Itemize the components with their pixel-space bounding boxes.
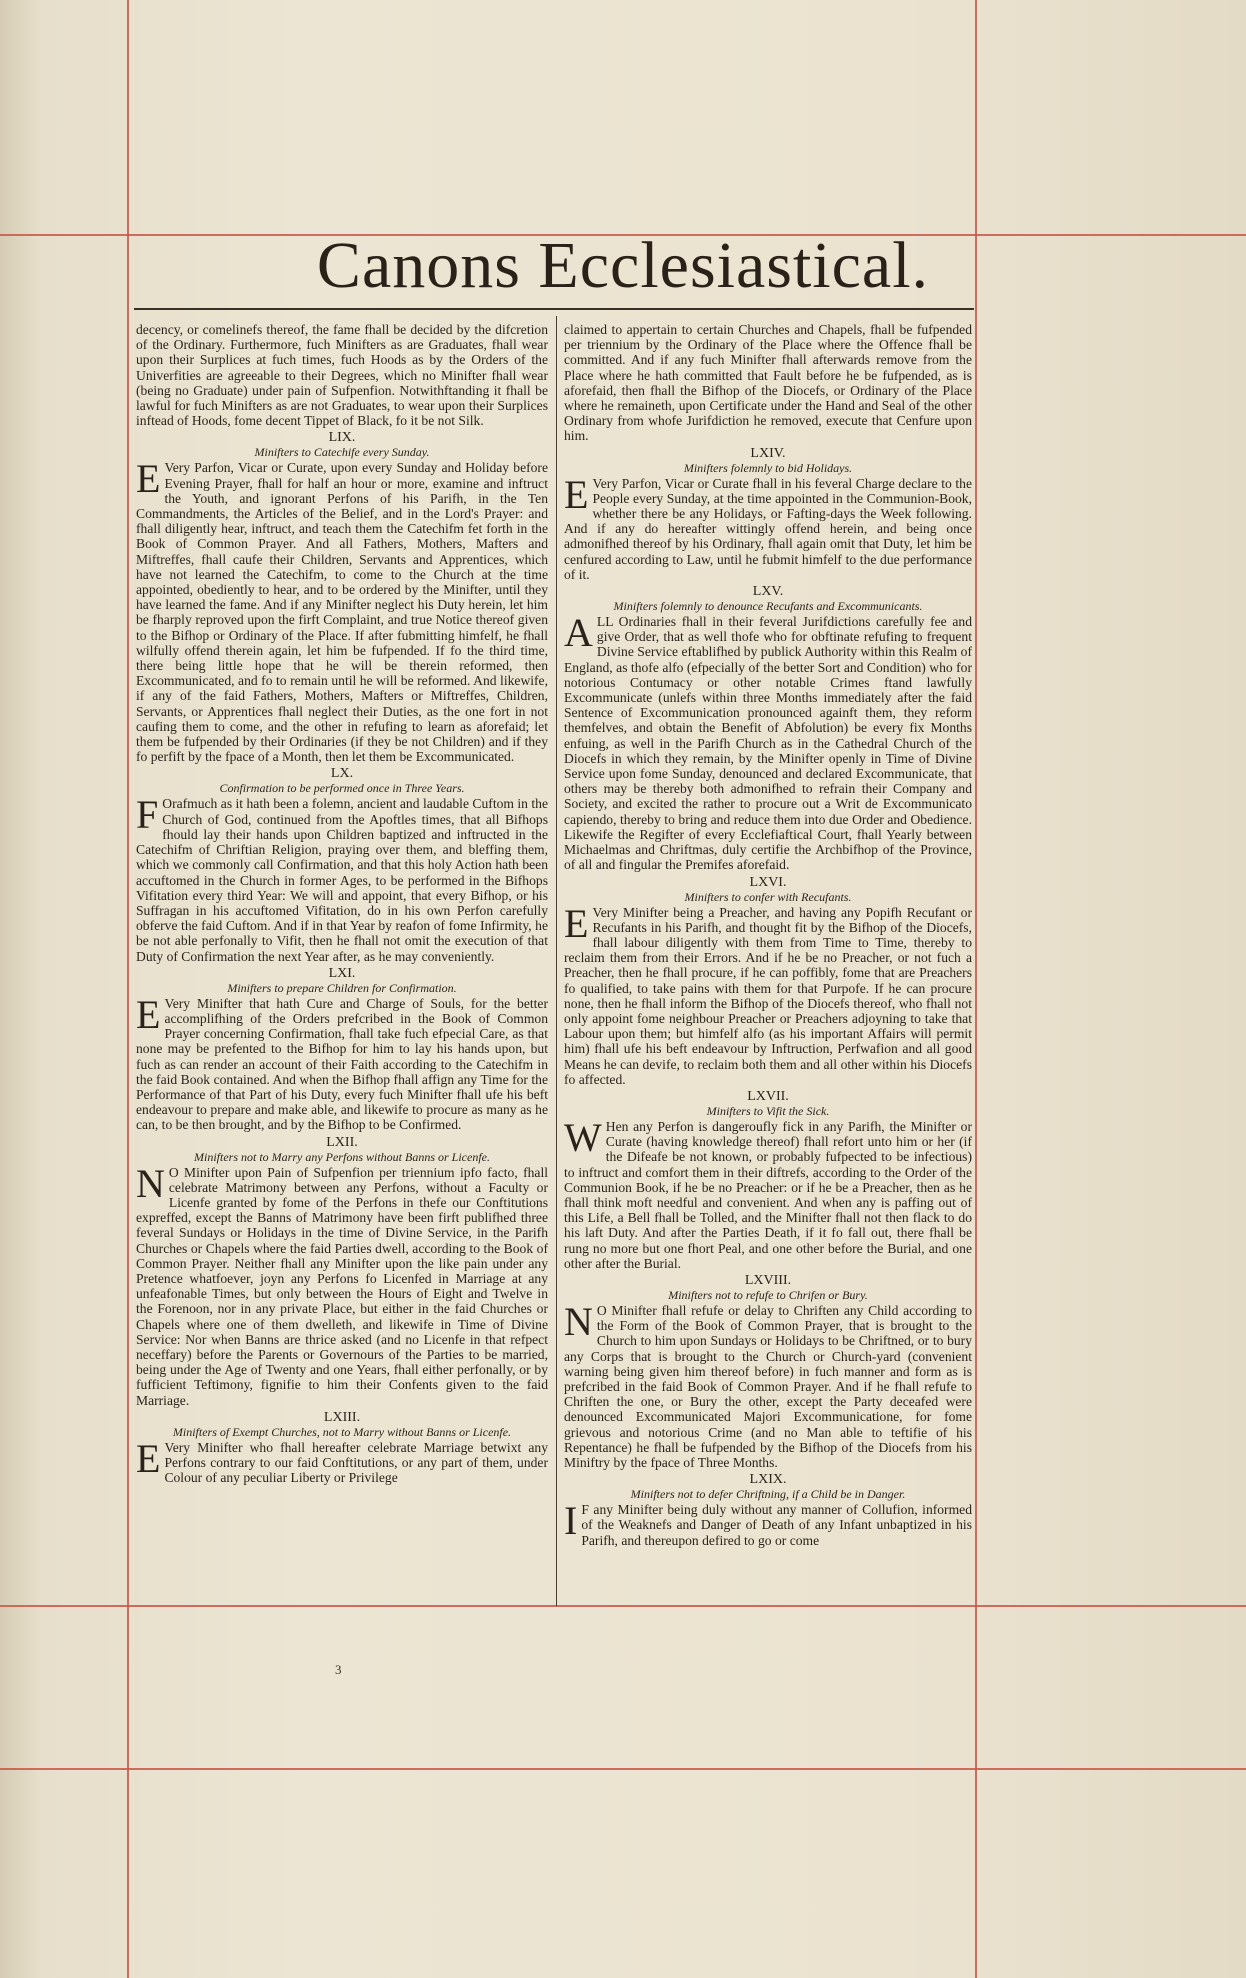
- canon-section: [136, 766, 548, 963]
- canon-heading: Confirmation to be performed once in Three Years.: [219, 781, 465, 796]
- canon-number: LXVII.: [747, 1088, 789, 1104]
- canon-body: Very Minifter being a Preacher, and having any Popifh Recufant or Recufants in his Parifh, and thought fit by the Bifhop of the Diocefs, fhall labour diligently with them from Time to Time, thereby to reclaim them from their Errors. And if he be no Preacher, or not fuch a Preacher, then he fhall procure, if he can poffibly, fome that are Preachers fo qualified, to take pains with them for that Purpofe. If he can procure none, then he fhall inform the Bifhop of the Diocefs thereof, who fhall not only appoint fome neighbour Preacher or Preachers adjoyning to take that Labour upon them; but himfelf alfo (as his important Affairs will permit him) fhall ufe his beft endeavour by Inftruction, Perfwafion and all good Means he can devife, to reclaim both them and all other within his Diocefs fo affected.: [564, 904, 972, 1087]
- canon-number: LXIV.: [750, 445, 786, 461]
- canon-number: LXI.: [328, 965, 356, 981]
- canon-section: [136, 966, 548, 1133]
- title-rule: [134, 308, 974, 310]
- canon-section: [564, 584, 972, 872]
- canon-body: Hen any Perfon is dangeroufly fick in any Parifh, the Minifter or Curate (having knowledge thereof) fhall refort unto him or her (if the Difeafe be not known, or probably fufpected to be infectious) to inftruct and comfort them in their diftrefs, according to the Order of the Communion Book, if he be no Preacher: or if he be a Preacher, then as he fhall think moft needful and convenient. And when any is paffing out of this Life, a Bell fhall be Tolled, and the Minifter fhall not then flack to do his laft Duty. And after the Parties Death, if it fo fall out, there fhall be rung no more but one fhort Peal, and one other before the Burial, and one other after the Burial.: [564, 1118, 972, 1271]
- column-divider: [556, 316, 557, 1606]
- drop-cap: N: [136, 1160, 165, 1206]
- canon-number: LXII.: [326, 1134, 358, 1150]
- canon-section: [564, 1472, 972, 1548]
- canon-number: LX.: [330, 766, 354, 782]
- canon-body: Orafmuch as it hath been a folemn, ancient and laudable Cuftom in the Church of God, continued from the Apoftles times, that all Bifhops fhould lay their hands upon Children baptized and inftructed in the Catechifm of Chriftian Religion, praying over them, and bleffing them, which we commonly call Confirmation, and that this holy Action hath been accuftomed in the Church in former Ages, to be performed in the Bifhops Vifitation every third Year: We will and appoint, that every Bifhop, or his Suffragan in his accuftomed Vifitation, do in his own Perfon carefully obferve the faid Cuftom. And if in that Year by reafon of fome Infirmity, he be not able perfonally to Vifit, then he fhall not omit the execution of that Duty of Confirmation the next Year after, as he may conveniently.: [136, 796, 548, 964]
- canon-section: [136, 1410, 548, 1486]
- drop-cap: E: [564, 900, 589, 946]
- text-block: [134, 316, 974, 1606]
- canon-number: LXIX.: [749, 1472, 787, 1488]
- canon-body: O Minifter fhall refufe or delay to Chriften any Child according to the Form of the Book of Common Prayer, that is brought to the Church to him upon Sundays or Holidays to be Chriftned, or to bury any Corps that is brought to the Church or Church-yard (convenient warning being given him thereof before) in fuch manner and form as is prefcribed in the faid Book of Common Prayer. And if he fhall refufe to Chriften the one, or Bury the other, except the Party deceafed were denounced Excommunicated Majori Excommunicatione, for fome grievous and notorious Crime (and no Man able to teftifie of his Repentance) he fhall be fufpended by the Bifhop of the Diocefs from his Miniftry by the fpace of Three Months.: [564, 1302, 972, 1470]
- canon-heading: Minifters folemnly to denounce Recufants and Excommunicants.: [613, 599, 923, 614]
- canon-heading: Minifters not to Marry any Perfons without Banns or Licenfe.: [194, 1149, 490, 1164]
- canon-body: Very Parfon, Vicar or Curate fhall in his feveral Charge declare to the People every Sunday, at the time appointed in the Communion-Book, whether there be any Holidays, or Fafting-days the Week following. And if any do hereafter wittingly offend herein, and being once admonifhed thereof by his Ordinary, fhall again omit that Duty, let him be cenfured according to Law, until he fubmit himfelf to the due performance of it.: [564, 475, 972, 582]
- canon-heading: Minifters to Vifit the Sick.: [706, 1103, 830, 1118]
- drop-cap: E: [136, 456, 161, 502]
- drop-cap: N: [564, 1298, 593, 1344]
- margin-rule-lower: [0, 1768, 1246, 1770]
- canon-number: LXV.: [752, 584, 784, 600]
- canon-number: LIX.: [328, 430, 356, 446]
- right-column: [564, 322, 972, 1550]
- canon-section: [564, 875, 972, 1087]
- canon-section: [136, 1135, 548, 1408]
- canon-section: [564, 1089, 972, 1271]
- canon-heading: Minifters to prepare Children for Confirmation.: [227, 980, 457, 995]
- canon-number: LXVIII.: [744, 1272, 792, 1288]
- canon-heading: Minifters folemnly to bid Holidays.: [683, 460, 853, 475]
- canon-heading: Minifters to Catechife every Sunday.: [254, 445, 430, 460]
- canon-section: [564, 1273, 972, 1470]
- drop-cap: A: [564, 610, 593, 656]
- canon-heading: Minifters of Exempt Churches, not to Marry without Banns or Licenfe.: [172, 1424, 512, 1439]
- canon-body: LL Ordinaries fhall in their feveral Jurifdictions carefully fee and give Order, that as well thofe who for obftinate refufing to frequent Divine Service eftablifhed by publick Authority within this Realm of England, as thofe alfo (efpecially of the better Sort and Condition) who for notorious Contumacy or other notable Crimes ftand lawfully Excommunicate (unlefs within three Months immediately after the faid Sentence of Excommunication pronounced againft them, they reform themfelves, and obtain the Benefit of Abfolution) be every fix Months enfuing, as well in the Parifh Church as in the Cathedral Church of the Diocefs in which they remain, by the Minifter openly in Time of Divine Service upon fome Sunday, denounced and declared Excommunicate, that others may be thereby both admonifhed to refrain their Company and Society, and excited the rather to procure out a Writ de Excommunicato capiendo, thereby to bring and reduce them into due Order and Obedience. Likewife the Regifter of every Ecclefiaftical Court, fhall Yearly between Michaelmas and Chriftmas, duly certifie the Archbifhop of the Province, of all and fingular the Premifes aforefaid.: [564, 614, 972, 873]
- left-column: [136, 322, 548, 1487]
- canon-heading: Minifters not to refufe to Chrifen or Bury.: [668, 1287, 868, 1302]
- canon-section: [564, 446, 972, 582]
- page-number: 3: [335, 1662, 342, 1677]
- drop-cap: E: [136, 1435, 161, 1481]
- canon-body: F any Minifter being duly without any manner of Collufion, informed of the Weaknefs and Danger of Death of any Infant unbaptized in his Parifh, and thereupon defired to go or come: [581, 1502, 972, 1548]
- page-title: Canons Ecclesiastical.: [316, 229, 930, 302]
- canon-body: Very Minifter that hath Cure and Charge of Souls, for the better accomplifhing of the Orders prefcribed in the Book of Common Prayer concerning Confirmation, fhall take fuch efpecial Care, as that none may be prefented to the Bifhop for him to lay his hands upon, but fuch as can render an account of their Faith according to the Catechifm in the faid Book contained. And when the Bifhop fhall affign any Time for the Performance of that Part of his Duty, every fuch Minifter fhall ufe his beft endeavour to prepare and make able, and likewife to procure as many as he can, to be then brought, and by the Bifhop to be Confirmed.: [136, 995, 548, 1133]
- canon-number: LXIII.: [323, 1409, 361, 1425]
- left-intro: decency, or comelinefs thereof, the fame fhall be decided by the difcretion of the Ordinary. Furthermore, fuch Minifters as are Graduates, fhall wear upon their Surplices at fuch times, fuch Hoods as by the Orders of the Univerfities are agreeable to their Degrees, which no Minifter fhall wear (being no Graduate) under pain of Sufpenfion. Notwithftanding it fhall be lawful for fuch Minifters as are not Graduates, to wear upon their Surplices inftead of Hoods, fome decent Tippet of Black, fo it be not Silk.: [136, 322, 548, 429]
- canon-body: Very Minifter who fhall hereafter celebrate Marriage betwixt any Perfons contrary to our faid Conftitutions, or any part of them, under Colour of any peculiar Liberty or Privilege: [164, 1439, 548, 1486]
- drop-cap: E: [564, 471, 589, 517]
- canon-section: [136, 430, 548, 764]
- drop-cap: F: [136, 792, 159, 838]
- drop-cap: I: [564, 1498, 578, 1544]
- canon-heading: Minifters not to defer Chriftning, if a Child be in Danger.: [630, 1487, 906, 1502]
- drop-cap: E: [136, 991, 161, 1037]
- canon-body: O Minifter upon Pain of Sufpenfion per triennium ipfo facto, fhall celebrate Matrimony between any Perfons, without a Faculty or Licenfe granted by fome of the Perfons in thefe our Conftitutions expreffed, except the Banns of Matrimony have been firft publifhed three feveral Sundays or Holidays in the time of Divine Service, in the Parifh Churches or Chapels where the faid Parties dwell, according to the Book of Common Prayer. Neither fhall any Minifter upon the like pain under any Pretence whatfoever, joyn any Perfons fo Licenfed in Marriage at any unfeafonable Times, but only between the Hours of Eight and Twelve in the Forenoon, nor in any private Place, but either in the faid Churches or Chapels where one of them dwelleth, and likewife in Time of Divine Service: Nor when Banns are thrice asked (and no Licenfe in that refpect neceffary) before the Parents or Governours of the Parties to be married, being under the Age of Twenty and one Years, fhall either perfonally, or by fufficient Teftimony, fignifie to him their Confents given to the faid Marriage.: [136, 1164, 548, 1408]
- canon-body: Very Parfon, Vicar or Curate, upon every Sunday and Holiday before Evening Prayer, fhall for half an hour or more, examine and inftruct the Youth, and ignorant Perfons of his Parifh, in the Ten Commandments, the Articles of the Belief, and in the Lord's Prayer: and fhall diligently hear, inftruct, and teach them the Catechifm fet forth in the Book of Common Prayer. And all Fathers, Mothers, Mafters and Miftreffes, fhall caufe their Children, Servants and Apprentices, which have not learned the Catechifm, to come to the Church at the time appointed, obediently to hear, and to be ordered by the Minifter, until they have learned the fame. And if any Minifter neglect his Duty herein, let him be fharply reproved upon the firft Complaint, and true Notice thereof given to the Bifhop or Ordinary of the Place. If after fubmitting himfelf, he fhall wilfully offend therein again, let him be fufpended. If fo the third time, there being little hope that he will be therein reformed, then Excommunicated, and fo to remain until he will be reformed. And likewife, if any of the faid Fathers, Mothers, Mafters or Miftreffes, Children, Servants, or Apprentices fhall neglect their Duties, as the one fort in not caufing them to come, and the other in refufing to learn as aforefaid; let them be fufpended by their Ordinaries (if they be not Children) and if they fo perfift by the fpace of a Month, then let them be Excommunicated.: [136, 460, 548, 765]
- canon-heading: Minifters to confer with Recufants.: [684, 889, 852, 904]
- canon-number: LXVI.: [749, 874, 787, 890]
- right-intro: claimed to appertain to certain Churches and Chapels, fhall be fufpended per triennium by the Ordinary of the Place where the Offence fhall be committed. And if any fuch Minifter fhall afterwards remove from the Place where he hath committed that Fault before he be fufpended, as is aforefaid, then fhall the Bifhop of the Diocefs, or Ordinary of the Place where he remaineth, upon Certificate under the Hand and Seal of the other Ordinary from whofe Jurifdiction he removed, execute that Cenfure upon him.: [564, 322, 972, 444]
- drop-cap: W: [564, 1114, 602, 1160]
